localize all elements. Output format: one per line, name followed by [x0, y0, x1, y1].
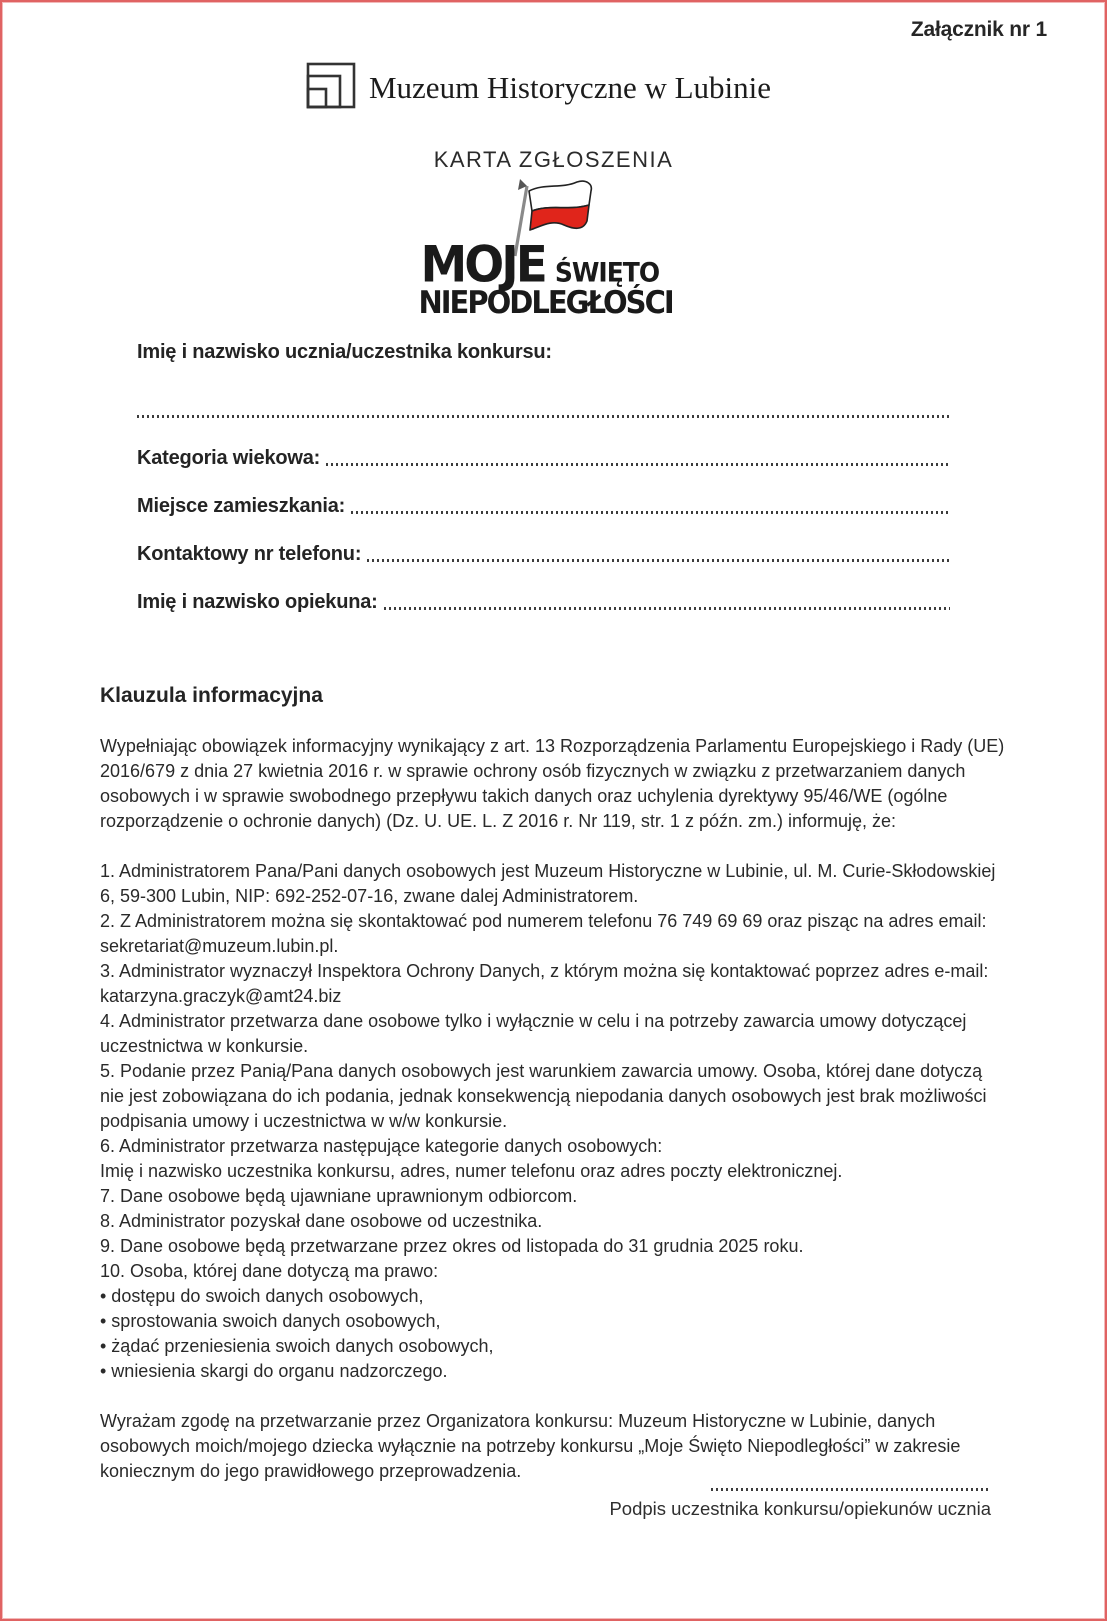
logo-word-swieto: ŚWIĘTO — [554, 257, 660, 288]
museum-name: Muzeum Historyczne w Lubinie — [368, 70, 772, 105]
logo-word-moje: MOJE — [420, 236, 545, 295]
org-header — [0, 62, 1077, 114]
clause-item: 6. Administrator przetwarza następujące kategorie danych osobowych: — [100, 1136, 663, 1156]
contest-logo — [419, 180, 689, 332]
signature-block — [609, 1488, 991, 1520]
form-row-phone — [137, 540, 950, 566]
logo-word-niepodleglosci: NIEPODLEGŁOŚCI — [418, 284, 673, 321]
form-row-age-category — [137, 444, 950, 470]
form-section — [137, 338, 950, 636]
clause-item: 1. Administratorem Pana/Pani danych osobowych jest Muzeum Historyczne w Lubinie, ul. M. Curie-Skłodowskiej 6, 59-300 Lubin, NIP: 692-252-07-16, zwane dalej Administratorem. — [100, 861, 996, 906]
attachment-label: Załącznik nr 1 — [910, 18, 1047, 41]
form-row-residence — [137, 492, 950, 518]
clause-bullet-item: • żądać przeniesienia swoich danych osobowych, — [100, 1336, 494, 1356]
clause-bullet-item: • wniesienia skargi do organu nadzorczego. — [100, 1361, 448, 1381]
clause-bullet-item: • dostępu do swoich danych osobowych, — [100, 1286, 424, 1306]
clause-heading: Klauzula informacyjna — [100, 684, 323, 707]
clause-item: 10. Osoba, której dane dotyczą ma prawo: — [100, 1261, 439, 1281]
field-label-participant-name: Imię i nazwisko ucznia/uczestnika konkursu: — [137, 341, 552, 363]
clause-item: 5. Podanie przez Panią/Pana danych osobowych jest warunkiem zawarcia umowy. Osoba, której dane dotyczą nie jest zobowiązana do ich podania, jednak konsekwencją niepodania danych osobowych jest brak możliwości podpisania umowy i uczestnictwa w w/w konkursie. — [100, 1061, 987, 1131]
fill-line-age-category — [326, 463, 950, 466]
form-row-participant-name-line — [137, 396, 950, 422]
fill-line-guardian-name — [384, 607, 950, 610]
fill-line-phone — [367, 559, 950, 562]
field-label-age-category: Kategoria wiekowa: — [137, 447, 321, 469]
field-label-residence: Miejsce zamieszkania: — [137, 495, 346, 517]
clause-item: 9. Dane osobowe będą przetwarzane przez okres od listopada do 31 grudnia 2025 roku. — [100, 1236, 804, 1256]
clause-intro: Wypełniając obowiązek informacyjny wynikający z art. 13 Rozporządzenia Parlamentu Europejskiego i Rady (UE) 2016/679 z dnia 27 kwietnia 2016 r. w sprawie ochrony osób fizycznych w związku z przetwarzaniem danych osobowych i w sprawie swobodnego przepływu takich danych oraz uchylenia dyrektywy 95/46/WE (ogólne rozporządzenie o ochronie danych) (Dz. U. UE. L. Z 2016 r. Nr 119, str. 1 z późn. zm.) informuję, że: — [100, 736, 1005, 831]
signature-label: Podpis uczestnika konkursu/opiekunów ucznia — [609, 1498, 991, 1519]
fill-line-participant-name — [137, 415, 950, 418]
clause-item: 8. Administrator pozyskał dane osobowe od uczestnika. — [100, 1211, 543, 1231]
signature-line — [711, 1488, 989, 1491]
clause-item: 7. Dane osobowe będą ujawniane uprawnionym odbiorcom. — [100, 1186, 578, 1206]
form-row-participant-name — [137, 338, 950, 364]
clause-item: Imię i nazwisko uczestnika konkursu, adres, numer telefonu oraz adres poczty elektronicznej. — [100, 1161, 843, 1181]
clause-bullet-item: • sprostowania swoich danych osobowych, — [100, 1311, 441, 1331]
museum-logo-icon — [306, 62, 356, 114]
clause-item: 3. Administrator wyznaczył Inspektora Ochrony Danych, z którym można się kontaktować poprzez adres e-mail: katarzyna.graczyk@amt24.biz — [100, 961, 989, 1006]
consent-text: Wyrażam zgodę na przetwarzanie przez Organizatora konkursu: Muzeum Historyczne w Lubinie, danych osobowych moich/mojego dziecka wyłącznie na potrzeby konkursu „Moje Święto Niepodległości” w zakresie koniecznym do jego prawidłowego przeprowadzenia. — [100, 1411, 961, 1481]
field-label-guardian-name: Imię i nazwisko opiekuna: — [137, 591, 378, 613]
field-label-phone: Kontaktowy nr telefonu: — [137, 543, 362, 565]
clause-item: 2. Z Administratorem można się skontaktować pod numerem telefonu 76 749 69 69 oraz pisząc na adres email: sekretariat@muzeum.lubin.pl. — [100, 911, 987, 956]
clause-item: 4. Administrator przetwarza dane osobowe tylko i wyłącznie w celu i na potrzeby zawarcia umowy dotyczącej uczestnictwa w konkursie. — [100, 1011, 967, 1056]
form-title: KARTA ZGŁOSZENIA — [433, 147, 674, 172]
fill-line-residence — [351, 511, 950, 514]
form-row-guardian-name — [137, 588, 950, 614]
information-clause — [100, 684, 1010, 1484]
